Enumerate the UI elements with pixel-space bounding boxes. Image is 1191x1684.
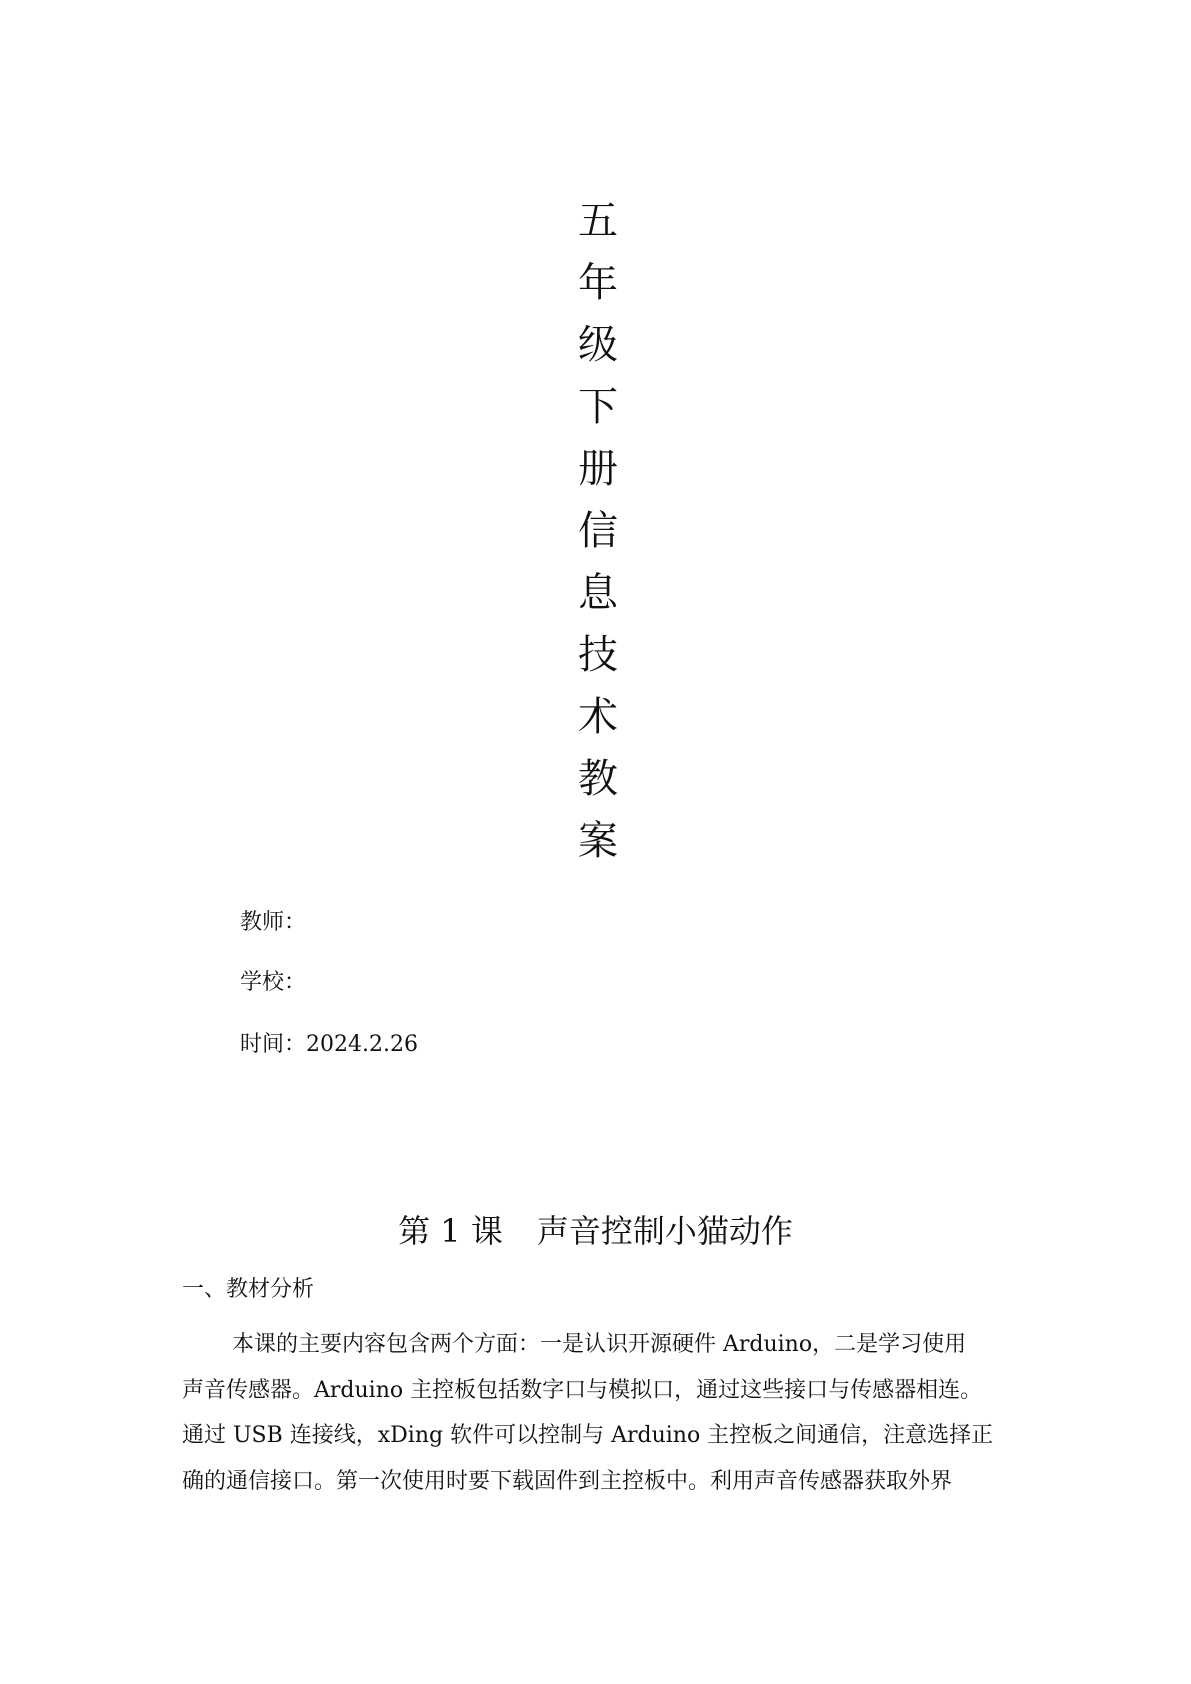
cover-title-char: 教 (578, 756, 618, 802)
time-label: 时间： (240, 1032, 307, 1057)
teacher-label: 教师： (240, 910, 307, 935)
cover-title-char: 息 (578, 570, 618, 616)
cover-title-char: 术 (578, 694, 618, 740)
cover-title-char: 案 (578, 818, 618, 864)
cover-title-char: 册 (578, 446, 618, 492)
school-label: 学校： (240, 970, 307, 995)
section-body (182, 1322, 1012, 1504)
cover-title-char: 下 (578, 384, 618, 430)
cover-vertical-title (575, 190, 621, 872)
school-field (240, 968, 306, 998)
cover-title-char: 信 (578, 508, 618, 554)
lesson-number: 第 1 课 (398, 1212, 503, 1250)
body-line: 通过 USB 连接线，xDing 软件可以控制与 Arduino 主控板之间通信，注意选择正 (182, 1423, 994, 1448)
body-line: 本课的主要内容包含两个方面：一是认识开源硬件 Arduino，二是学习使用 (232, 1332, 967, 1357)
teacher-field (240, 908, 306, 938)
cover-title-char: 年 (578, 260, 618, 306)
section-heading: 一、教材分析 (182, 1277, 315, 1302)
lesson-name: 声音控制小猫动作 (536, 1212, 793, 1250)
cover-title-char: 五 (578, 198, 618, 244)
cover-title-char: 级 (578, 322, 618, 368)
body-line: 确的通信接口。第一次使用时要下载固件到主控板中。利用声音传感器获取外界 (182, 1468, 953, 1494)
body-line: 声音传感器。Arduino 主控板包括数字口与模拟口，通过这些接口与传感器相连。 (182, 1377, 983, 1403)
lesson-title (0, 1210, 1191, 1252)
time-value: 2024.2.26 (306, 1032, 418, 1057)
cover-title-char: 技 (578, 632, 618, 678)
time-field (240, 1030, 418, 1060)
